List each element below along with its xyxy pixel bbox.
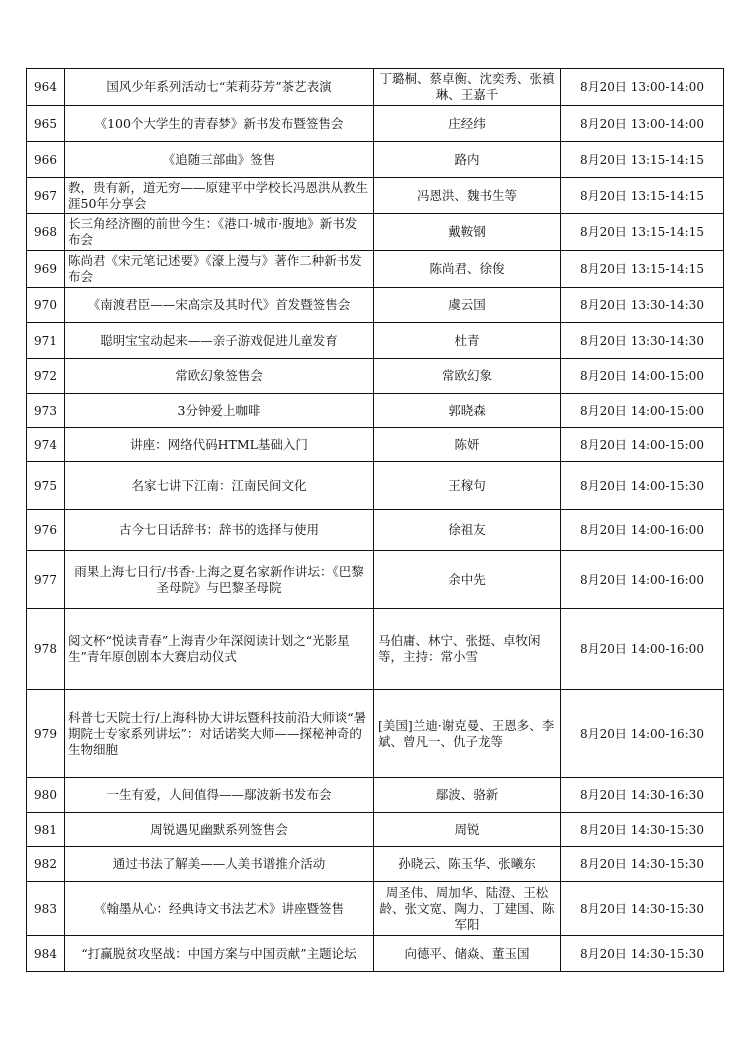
event-people: 杜青 bbox=[374, 323, 561, 359]
table-row bbox=[27, 394, 724, 428]
event-people: 陈妍 bbox=[374, 428, 561, 462]
event-title: 《南渡君臣——宋高宗及其时代》首发暨签售会 bbox=[65, 288, 374, 323]
event-title: 长三角经济圈的前世今生：《港口·城市·腹地》新书发布会 bbox=[65, 214, 374, 251]
row-number: 967 bbox=[27, 178, 65, 214]
row-number: 972 bbox=[27, 359, 65, 394]
event-people: 虞云国 bbox=[374, 288, 561, 323]
table-row bbox=[27, 288, 724, 323]
event-title: 教，贵有新，道无穷——原建平中学校长冯恩洪从教生涯50年分享会 bbox=[65, 178, 374, 214]
row-number: 969 bbox=[27, 251, 65, 288]
event-title: 周锐遇见幽默系列签售会 bbox=[65, 813, 374, 847]
event-time: 8月20日 13:00-14:00 bbox=[561, 69, 724, 106]
row-number: 976 bbox=[27, 510, 65, 551]
table-row bbox=[27, 359, 724, 394]
event-people: 郭晓森 bbox=[374, 394, 561, 428]
row-number: 971 bbox=[27, 323, 65, 359]
event-time: 8月20日 14:00-16:00 bbox=[561, 609, 724, 690]
event-people: 路内 bbox=[374, 142, 561, 178]
event-title: 陈尚君《宋元笔记述要》《濠上漫与》著作二种新书发布会 bbox=[65, 251, 374, 288]
event-title: 《翰墨从心：经典诗文书法艺术》讲座暨签售 bbox=[65, 882, 374, 936]
table-row bbox=[27, 251, 724, 288]
event-time: 8月20日 13:15-14:15 bbox=[561, 178, 724, 214]
event-time: 8月20日 13:30-14:30 bbox=[561, 323, 724, 359]
row-number: 965 bbox=[27, 106, 65, 142]
row-number: 977 bbox=[27, 551, 65, 609]
event-time: 8月20日 13:30-14:30 bbox=[561, 288, 724, 323]
row-number: 980 bbox=[27, 778, 65, 813]
event-people: 常欧幻象 bbox=[374, 359, 561, 394]
row-number: 981 bbox=[27, 813, 65, 847]
event-people: [美国]兰迪·谢克曼、王恩多、李斌、曾凡一、仇子龙等 bbox=[374, 690, 561, 778]
event-time: 8月20日 14:30-15:30 bbox=[561, 813, 724, 847]
event-people: 向德平、储焱、董玉国 bbox=[374, 936, 561, 972]
event-time: 8月20日 14:00-15:00 bbox=[561, 394, 724, 428]
event-time: 8月20日 14:30-16:30 bbox=[561, 778, 724, 813]
event-time: 8月20日 14:00-16:30 bbox=[561, 690, 724, 778]
table-row bbox=[27, 178, 724, 214]
table-row bbox=[27, 609, 724, 690]
event-people: 丁璐桐、蔡卓衡、沈奕秀、张禛琳、王嘉千 bbox=[374, 69, 561, 106]
row-number: 975 bbox=[27, 462, 65, 510]
event-people: 余中先 bbox=[374, 551, 561, 609]
row-number: 968 bbox=[27, 214, 65, 251]
schedule-table bbox=[26, 68, 724, 972]
event-people: 周锐 bbox=[374, 813, 561, 847]
event-title: 聪明宝宝动起来——亲子游戏促进儿童发育 bbox=[65, 323, 374, 359]
table-row bbox=[27, 813, 724, 847]
event-title: 《追随三部曲》签售 bbox=[65, 142, 374, 178]
event-title: 阅文杯“悦读青春”上海青少年深阅读计划之“光影星生”青年原创剧本大赛启动仪式 bbox=[65, 609, 374, 690]
row-number: 984 bbox=[27, 936, 65, 972]
event-time: 8月20日 13:15-14:15 bbox=[561, 214, 724, 251]
event-title: 常欧幻象签售会 bbox=[65, 359, 374, 394]
row-number: 966 bbox=[27, 142, 65, 178]
table-row bbox=[27, 69, 724, 106]
event-title: 雨果上海七日行/书香·上海之夏名家新作讲坛：《巴黎圣母院》与巴黎圣母院 bbox=[65, 551, 374, 609]
event-title: 一生有爱，人间值得——鄢波新书发布会 bbox=[65, 778, 374, 813]
table-row bbox=[27, 106, 724, 142]
row-number: 983 bbox=[27, 882, 65, 936]
event-time: 8月20日 14:00-16:00 bbox=[561, 551, 724, 609]
event-people: 孙晓云、陈玉华、张曦东 bbox=[374, 847, 561, 882]
table-row bbox=[27, 214, 724, 251]
event-time: 8月20日 14:30-15:30 bbox=[561, 882, 724, 936]
event-time: 8月20日 13:15-14:15 bbox=[561, 142, 724, 178]
event-title: “打赢脱贫攻坚战：中国方案与中国贡献”主题论坛 bbox=[65, 936, 374, 972]
row-number: 978 bbox=[27, 609, 65, 690]
event-time: 8月20日 13:15-14:15 bbox=[561, 251, 724, 288]
event-people: 马伯庸、林宁、张挺、卓牧闲等，主持：常小雪 bbox=[374, 609, 561, 690]
event-people: 庄经纬 bbox=[374, 106, 561, 142]
event-time: 8月20日 14:00-16:00 bbox=[561, 510, 724, 551]
table-row bbox=[27, 551, 724, 609]
event-time: 8月20日 13:00-14:00 bbox=[561, 106, 724, 142]
event-title: 名家七讲下江南：江南民间文化 bbox=[65, 462, 374, 510]
row-number: 982 bbox=[27, 847, 65, 882]
row-number: 974 bbox=[27, 428, 65, 462]
event-title: 科普七天院士行/上海科协大讲坛暨科技前沿大师谈“暑期院士专家系列讲坛”：对话诺奖大师——探秘神奇的生物细胞 bbox=[65, 690, 374, 778]
event-title: 《100个大学生的青春梦》新书发布暨签售会 bbox=[65, 106, 374, 142]
table-row bbox=[27, 462, 724, 510]
table-row bbox=[27, 428, 724, 462]
event-title: 讲座：网络代码HTML基础入门 bbox=[65, 428, 374, 462]
event-title: 3分钟爱上咖啡 bbox=[65, 394, 374, 428]
row-number: 964 bbox=[27, 69, 65, 106]
event-time: 8月20日 14:00-15:00 bbox=[561, 359, 724, 394]
event-title: 国风少年系列活动七“茉莉芬芳”茶艺表演 bbox=[65, 69, 374, 106]
table-row bbox=[27, 510, 724, 551]
row-number: 979 bbox=[27, 690, 65, 778]
event-people: 徐祖友 bbox=[374, 510, 561, 551]
row-number: 973 bbox=[27, 394, 65, 428]
event-title: 古今七日话辞书：辞书的选择与使用 bbox=[65, 510, 374, 551]
table-row bbox=[27, 323, 724, 359]
event-time: 8月20日 14:30-15:30 bbox=[561, 847, 724, 882]
event-time: 8月20日 14:00-15:30 bbox=[561, 462, 724, 510]
row-number: 970 bbox=[27, 288, 65, 323]
event-people: 鄢波、骆新 bbox=[374, 778, 561, 813]
event-people: 周圣伟、周加华、陆澄、王松龄、张文宽、陶力、丁建国、陈军阳 bbox=[374, 882, 561, 936]
table-row bbox=[27, 847, 724, 882]
table-row bbox=[27, 882, 724, 936]
event-people: 陈尚君、徐俊 bbox=[374, 251, 561, 288]
table-row bbox=[27, 690, 724, 778]
event-people: 王稼句 bbox=[374, 462, 561, 510]
table-row bbox=[27, 142, 724, 178]
event-people: 冯恩洪、魏书生等 bbox=[374, 178, 561, 214]
table-row bbox=[27, 778, 724, 813]
event-title: 通过书法了解美——人美书谱推介活动 bbox=[65, 847, 374, 882]
event-time: 8月20日 14:30-15:30 bbox=[561, 936, 724, 972]
table-row bbox=[27, 936, 724, 972]
event-people: 戴鞍钢 bbox=[374, 214, 561, 251]
event-time: 8月20日 14:00-15:00 bbox=[561, 428, 724, 462]
